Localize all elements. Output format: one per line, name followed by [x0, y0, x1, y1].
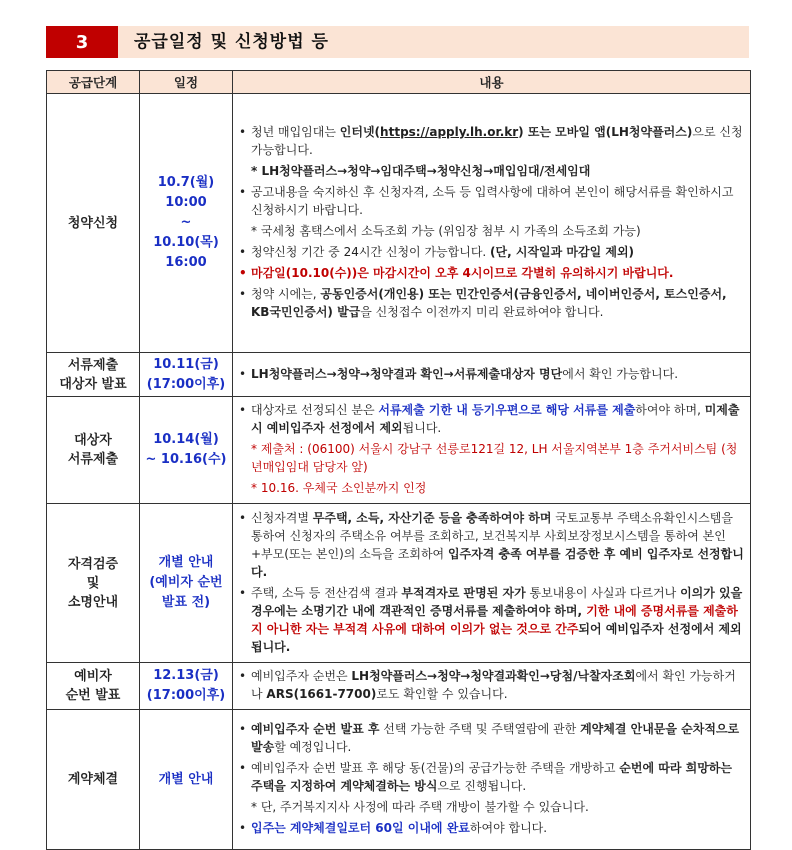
- content-cell: [233, 94, 751, 353]
- content-cell: [233, 663, 751, 710]
- content-cell: [233, 353, 751, 397]
- section-header: [46, 26, 749, 58]
- schedule-line: 16:00: [165, 255, 207, 270]
- content-bullet: • 청약 시에는, 공동인증서(개인용) 또는 민간인증서(금융인증서, 네이버인증서, 토스인증서, KB국민인증서) 발급을 신청접수 이전까지 미리 완료하여야 합니다.: [237, 285, 744, 321]
- stage-line: 서류제출: [67, 452, 119, 467]
- schedule-line: 10.14(월): [153, 432, 219, 447]
- stage-line: 소명안내: [67, 594, 119, 610]
- schedule-line: 개별 안내: [158, 771, 214, 787]
- content-bullet: • 청년 매입임대는 인터넷(https://apply.lh.or.kr) 또는 모바일 앱(LH청약플러스)으로 신청 가능합니다.: [237, 123, 744, 159]
- schedule-cell: [140, 353, 233, 397]
- schedule-line: ~ 10.16(수): [145, 452, 227, 467]
- content-cell: [233, 504, 751, 663]
- section-number: 3: [46, 26, 118, 58]
- stage-cell: [47, 397, 140, 504]
- content-bullet: • 주택, 소득 등 전산검색 결과 부적격자로 판명된 자가 통보내용이 사실과 다르거나 이의가 있을 경우에는 소명기간 내에 객관적인 증명서류를 제출하여야 하며, 기한 내에 증명서류를 제출하지 아니한 자는 부적격 사유에 대하여 이의가 없는 것으로 간주되어 예비입주자 선정에서 제외됩니다.: [237, 584, 744, 656]
- schedule-cell: [140, 663, 233, 710]
- schedule-line: (17:00이후): [146, 376, 226, 392]
- stage-line: 및: [86, 575, 100, 591]
- schedule-cell: [140, 94, 233, 353]
- content-cell: [233, 397, 751, 504]
- content-cell: [233, 710, 751, 850]
- content-bullet: • 공고내용을 숙지하신 후 신청자격, 소득 등 입력사항에 대하여 본인이 해당서류를 확인하시고 신청하시기 바랍니다.: [237, 183, 744, 219]
- stage-line: 예비자: [74, 669, 112, 684]
- stage-cell: [47, 353, 140, 397]
- stage-line: 청약신청: [67, 215, 119, 231]
- stage-line: 순번 발표: [65, 688, 121, 703]
- schedule-line: 10:00: [165, 195, 207, 210]
- column-header-schedule: 일정: [140, 71, 233, 94]
- schedule-cell: [140, 710, 233, 850]
- table-row: [47, 94, 751, 353]
- schedule-line: (17:00이후): [146, 688, 226, 703]
- schedule-line: (예비자 순번: [149, 575, 223, 590]
- schedule-line: 10.10(목): [153, 235, 219, 250]
- content-bullet: • 예비입주자 순번 발표 후 선택 가능한 주택 및 주택열람에 관한 계약체결 안내문을 순차적으로 발송할 예정입니다.: [237, 720, 744, 756]
- schedule-line: ~: [180, 215, 192, 230]
- content-bullet: • 청약신청 기간 중 24시간 신청이 가능합니다. (단, 시작일과 마감일 제외): [237, 243, 744, 261]
- schedule-line: 12.13(금): [153, 668, 219, 683]
- schedule-cell: [140, 504, 233, 663]
- schedule-cell: [140, 397, 233, 504]
- table-row: [47, 504, 751, 663]
- stage-line: 서류제출: [67, 357, 119, 373]
- stage-cell: [47, 504, 140, 663]
- stage-cell: [47, 663, 140, 710]
- schedule-line: 10.7(월): [157, 175, 215, 190]
- table-row: [47, 710, 751, 850]
- column-header-stage: 공급단계: [47, 71, 140, 94]
- content-note: * LH청약플러스→청약→임대주택→청약신청→매입임대/전세임대: [251, 164, 591, 178]
- section-title: 공급일정 및 신청방법 등: [134, 32, 329, 52]
- submission-address-note: * 제출처 : (06100) 서울시 강남구 선릉로121길 12, LH 서울지역본부 1층 주거서비스팀 (청년매입임대 담당자 앞): [251, 442, 738, 474]
- stage-line: 대상자 발표: [59, 376, 127, 392]
- stage-line: 계약체결: [67, 772, 119, 787]
- apply-url-link[interactable]: https://apply.lh.or.kr: [380, 125, 519, 139]
- stage-line: 자격검증: [67, 556, 119, 572]
- stage-cell: [47, 94, 140, 353]
- schedule-line: 발표 전): [161, 595, 211, 610]
- schedule-line: 개별 안내: [158, 555, 214, 570]
- content-bullet: • 입주는 계약체결일로터 60일 이내에 완료하여야 합니다.: [237, 819, 744, 837]
- table-row: [47, 353, 751, 397]
- content-bullet: • 대상자로 선정되신 분은 서류제출 기한 내 등기우편으로 해당 서류를 제출하여야 하며, 미제출 시 예비입주자 선정에서 제외됩니다.: [237, 401, 744, 437]
- table-header-row: [47, 71, 751, 94]
- column-header-content: 내용: [233, 71, 751, 94]
- schedule-table: [46, 70, 751, 850]
- postmark-note: * 10.16. 우체국 소인분까지 인정: [251, 481, 427, 495]
- content-bullet: • 예비입주자 순번은 LH청약플러스→청약→청약결과확인→당첨/낙찰자조회에서 확인 가능하거나 ARS(1661-7700)로도 확인할 수 있습니다.: [237, 667, 744, 703]
- content-bullet: • LH청약플러스→청약→청약결과 확인→서류제출대상자 명단에서 확인 가능합니다.: [237, 365, 744, 383]
- schedule-line: 10.11(금): [153, 356, 219, 372]
- content-note: * 단, 주거복지지사 사정에 따라 주택 개방이 불가할 수 있습니다.: [251, 800, 589, 814]
- deadline-warning: • 마감일(10.10(수))은 마감시간이 오후 4시이므로 각별히 유의하시기 바랍니다.: [237, 264, 744, 282]
- content-bullet: • 신청자격별 무주택, 소득, 자산기준 등을 충족하여야 하며 국토교통부 주택소유확인시스템을 통하여 신청자의 주택소유 여부를 조회하고, 보건복지부 사회보장정보시스템을 통하여 본인+부모(또는 본인)의 소득을 조회하여 입주자격 충족 여부를 검증한 후 예비 입주자로 선정합니다.: [237, 509, 744, 581]
- table-row: [47, 663, 751, 710]
- stage-line: 대상자: [74, 433, 112, 448]
- content-bullet: • 예비입주자 순번 발표 후 해당 동(건물)의 공급가능한 주택을 개방하고 순번에 따라 희망하는 주택을 지정하여 계약체결하는 방식으로 진행됩니다.: [237, 759, 744, 795]
- table-row: [47, 397, 751, 504]
- content-note: * 국세청 홈택스에서 소득조회 가능 (위임장 첨부 시 가족의 소득조회 가능): [251, 224, 641, 238]
- stage-cell: [47, 710, 140, 850]
